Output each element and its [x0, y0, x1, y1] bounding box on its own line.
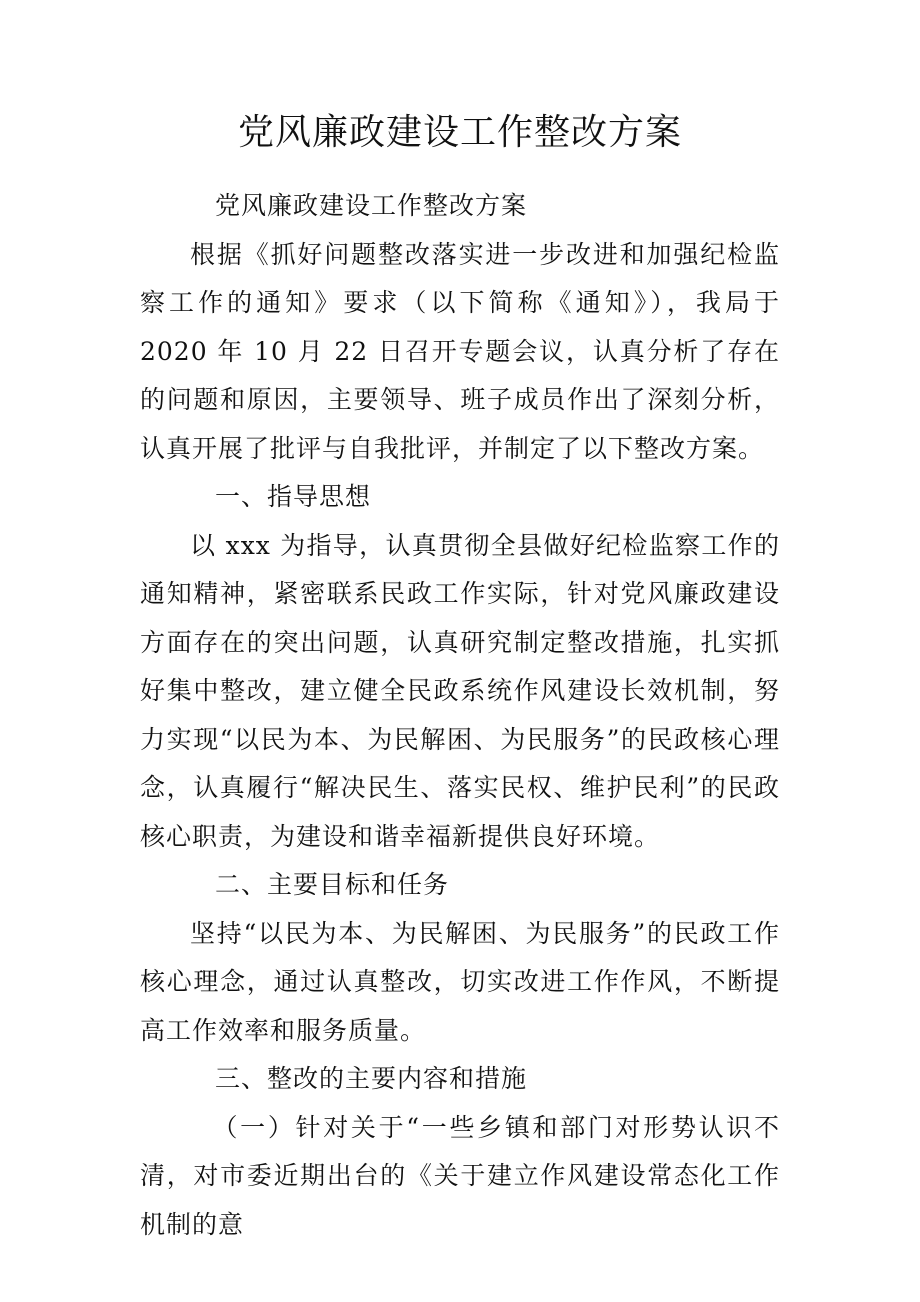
goals-tasks-paragraph: 坚持“以民为本、为民解困、为民服务”的民政工作核心理念，通过认真整改，切实改进工作作风，不断提高工作效率和服务质量。: [140, 918, 780, 1045]
section-heading-guiding-thought: 一、指导思想: [215, 482, 372, 511]
intro-paragraph: 根据《抓好问题整改落实进一步改进和加强纪检监察工作的通知》要求（以下简称《通知》），我局于 2020 年 10 月 22 日召开专题会议，认真分析了存在的问题和原因，主要领导、班子成员作出了深刻分析，认真开展了批评与自我批评，并制定了以下整改方案。: [140, 239, 780, 463]
document-body: [140, 182, 780, 1249]
rectification-item-paragraph: （一）针对关于“一些乡镇和部门对形势认识不清，对市委近期出台的《关于建立作风建设常态化工作机制的意: [140, 1112, 780, 1239]
section-heading-rectification-measures: 三、整改的主要内容和措施: [215, 1064, 528, 1093]
document-title: 党风廉政建设工作整改方案: [237, 112, 682, 153]
repeated-title-paragraph: 党风廉政建设工作整改方案: [215, 191, 528, 220]
section-heading-goals-tasks: 二、主要目标和任务: [215, 870, 450, 899]
guiding-thought-paragraph: 以 xxx 为指导，认真贯彻全县做好纪检监察工作的通知精神，紧密联系民政工作实际，针对党风廉政建设方面存在的突出问题，认真研究制定整改措施，扎实抓好集中整改，建立健全民政系统作风建设长效机制，努力实现“以民为本、为民解困、为民服务”的民政核心理念，认真履行“解决民生、落实民权、维护民利”的民政核心职责，为建设和谐幸福新提供良好环境。: [140, 530, 780, 851]
